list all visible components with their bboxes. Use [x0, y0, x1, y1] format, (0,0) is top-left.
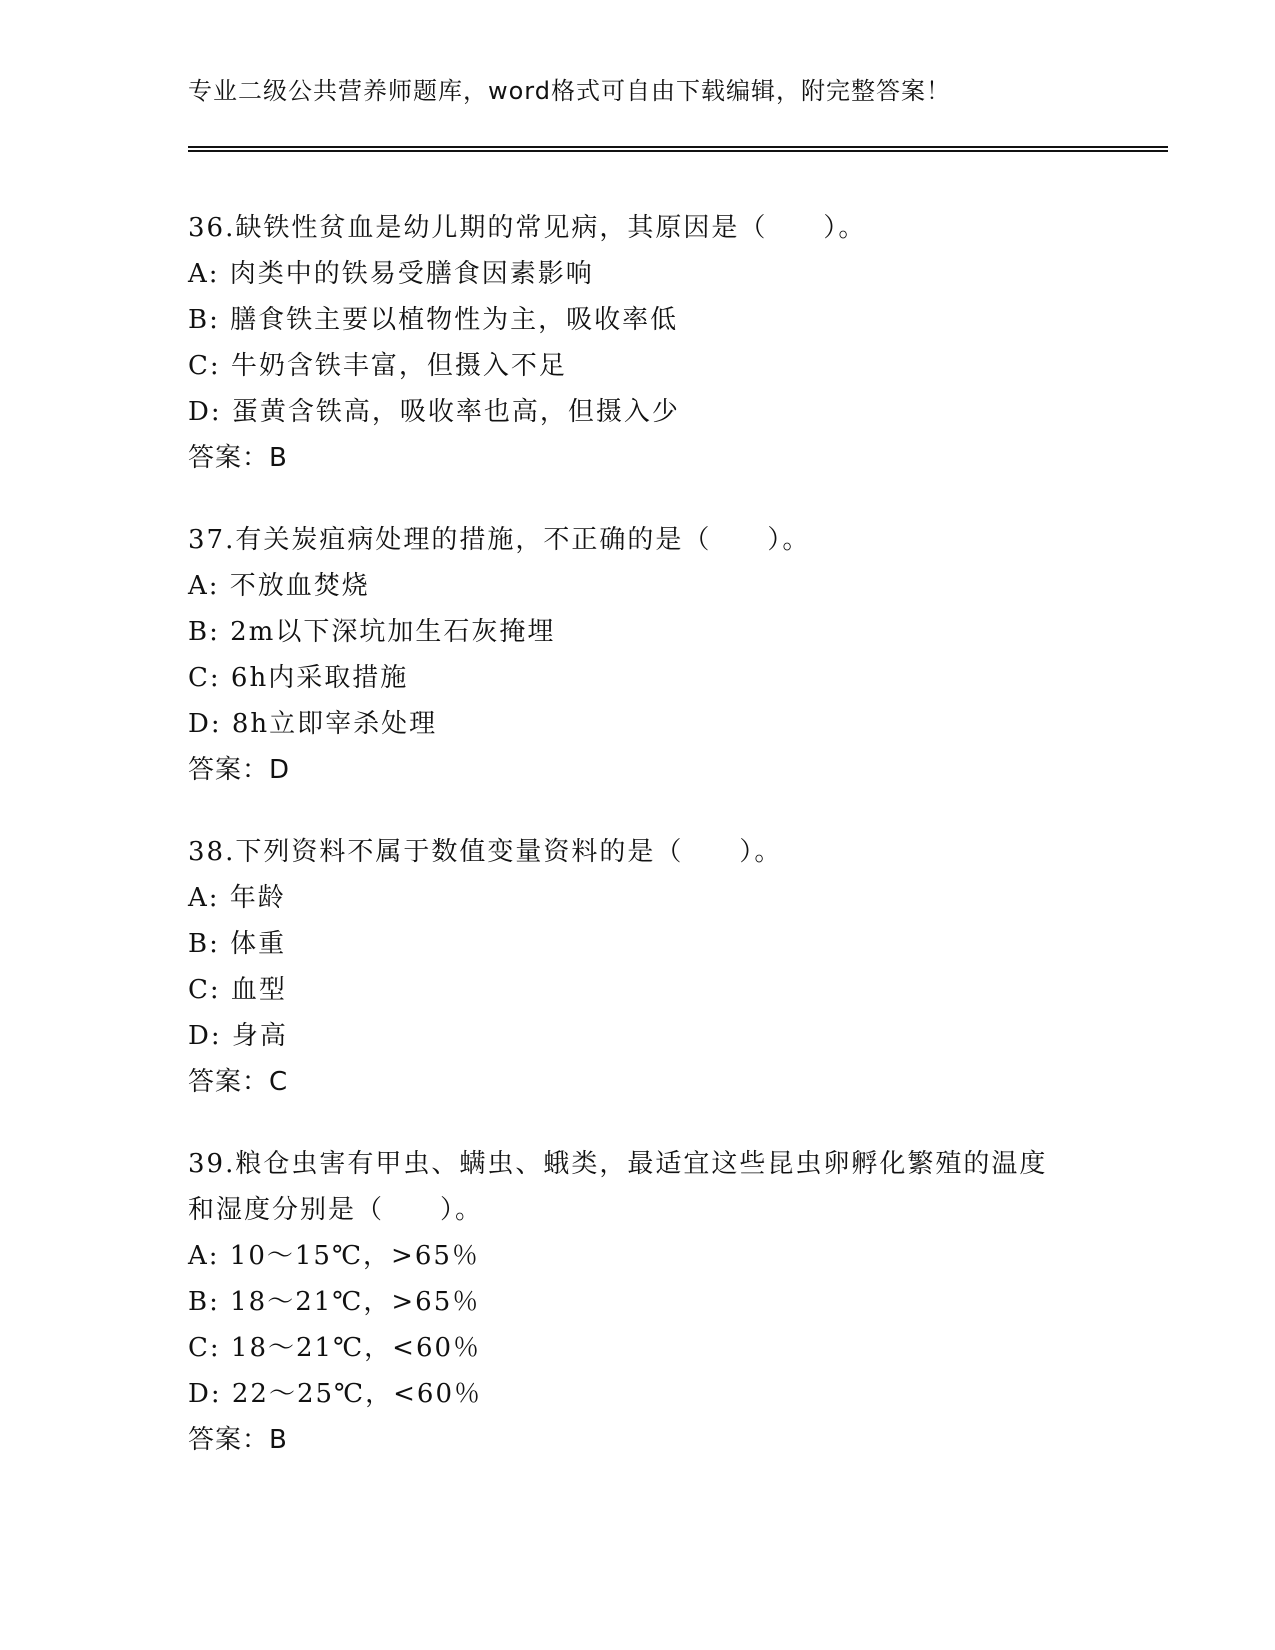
answer-label: 答案：C	[188, 1067, 289, 1097]
question-stem-continued: 和湿度分别是（ ）。	[188, 1195, 484, 1225]
option-d: D: 8h立即宰杀处理	[188, 709, 438, 739]
page-header: 专业二级公共营养师题库，word格式可自由下载编辑，附完整答案！	[188, 77, 951, 105]
option-b: B: 体重	[188, 929, 287, 959]
option-c: C: 6h内采取措施	[188, 663, 409, 693]
answer-label: 答案：B	[188, 1425, 288, 1455]
option-a: A: 肉类中的铁易受膳食因素影响	[188, 259, 594, 289]
option-c: C: 18～21℃，<60％	[188, 1333, 482, 1363]
option-a: A: 不放血焚烧	[188, 571, 370, 601]
option-d: D: 身高	[188, 1021, 288, 1051]
header-divider	[188, 146, 1168, 152]
question-37	[188, 517, 1168, 793]
answer-label: 答案：D	[188, 755, 291, 785]
answer-label: 答案：B	[188, 443, 288, 473]
option-a: A: 年龄	[188, 883, 286, 913]
option-b: B: 2m以下深坑加生石灰掩埋	[188, 617, 556, 647]
question-stem: 39.粮仓虫害有甲虫、螨虫、蛾类，最适宜这些昆虫卵孵化繁殖的温度	[188, 1149, 1048, 1179]
option-b: B: 膳食铁主要以植物性为主，吸收率低	[188, 305, 679, 335]
question-39	[188, 1141, 1168, 1463]
question-list	[188, 205, 1168, 1499]
question-stem: 38.下列资料不属于数值变量资料的是（ ）。	[188, 837, 783, 867]
option-d: D: 22～25℃，<60％	[188, 1379, 482, 1409]
question-stem: 36.缺铁性贫血是幼儿期的常见病，其原因是（ ）。	[188, 213, 867, 243]
question-38	[188, 829, 1168, 1105]
option-c: C: 血型	[188, 975, 287, 1005]
option-a: A: 10～15℃，>65％	[188, 1241, 480, 1271]
option-d: D: 蛋黄含铁高，吸收率也高，但摄入少	[188, 397, 680, 427]
question-36	[188, 205, 1168, 481]
option-b: B: 18～21℃，>65％	[188, 1287, 481, 1317]
question-stem: 37.有关炭疽病处理的措施，不正确的是（ ）。	[188, 525, 811, 555]
option-c: C: 牛奶含铁丰富，但摄入不足	[188, 351, 567, 381]
